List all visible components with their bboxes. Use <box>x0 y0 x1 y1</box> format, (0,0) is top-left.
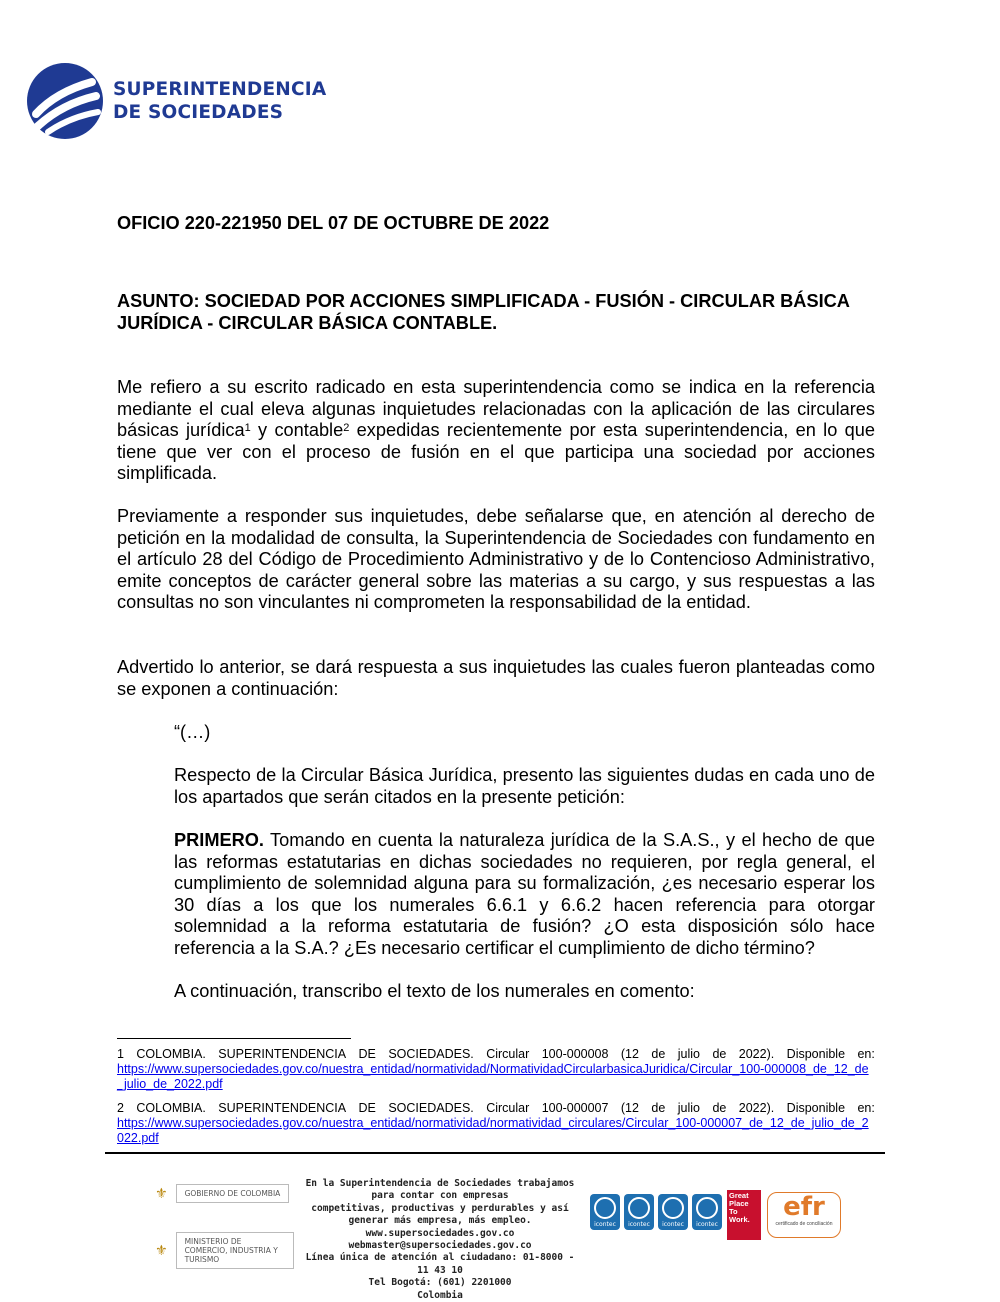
coat-of-arms-icon: ⚜ <box>155 1185 168 1202</box>
footnote-word: SUPERINTENDENCIA <box>218 1047 347 1061</box>
quote-primero <box>174 830 875 960</box>
primero-label: PRIMERO. <box>174 830 264 850</box>
quote-intro: Respecto de la Circular Básica Jurídica, presento las siguientes dudas en cada uno de los apartados que serán citados en la presente petición: <box>174 765 875 807</box>
footnote-1-citation <box>117 1047 875 1062</box>
footnote-number: 2 <box>117 1101 124 1115</box>
footnote-word: Disponible <box>786 1047 846 1061</box>
footnote-word: COLOMBIA. <box>136 1101 206 1115</box>
footnote-number: 1 <box>117 1047 124 1061</box>
footnote-word: SOCIEDADES. <box>388 1101 474 1115</box>
efr-logo: efr <box>783 1192 825 1222</box>
icontec-badge-icon: icontec <box>658 1194 688 1230</box>
para1-text-c: expedidas recientemente por esta superintendencia, en lo que tiene que ver con el proceso de fusión en el que participa una sociedad por acciones simplificada. <box>117 420 875 484</box>
footnote-word: DE <box>358 1101 376 1115</box>
footer-tel: Tel Bogotá: (601) 2201000 <box>368 1277 512 1289</box>
mincit-label: MINISTERIO DE COMERCIO, INDUSTRIA Y TURISMO <box>176 1232 294 1269</box>
paragraph-3 <box>117 657 875 700</box>
coat-of-arms-icon: ⚜ <box>155 1242 168 1259</box>
footnote-word: COLOMBIA. <box>136 1047 206 1061</box>
footnote-word: julio <box>677 1101 700 1115</box>
footnote-2-link[interactable]: https://www.supersociedades.gov.co/nuestra_entidad/normatividad/normatividad_circulares/Circular_100-000007_de_12_de_julio_de_2022.pdf <box>117 1116 869 1145</box>
document-title: OFICIO 220-221950 DEL 07 DE OCTUBRE DE 2022 <box>117 213 550 233</box>
footer-line: competitivas, productivas y perdurables y así generar más empresa, más empleo. <box>311 1202 569 1227</box>
mincit-logo <box>155 1232 294 1269</box>
footer-contact <box>300 1178 580 1302</box>
icontec-badge-icon: icontec <box>590 1194 620 1230</box>
footnote-1 <box>117 1047 875 1092</box>
footnote-word: Disponible <box>786 1101 846 1115</box>
footer-phone-line: Línea única de atención al ciudadano: 01-8000 - 11 43 10 <box>305 1252 575 1276</box>
paragraph-1 <box>117 377 875 485</box>
footnote-word: Circular <box>486 1101 530 1115</box>
footnote-word: de <box>712 1101 727 1115</box>
footnote-word: de <box>651 1047 666 1061</box>
footnote-word: en: <box>857 1101 875 1115</box>
para1-text-b: y contable <box>250 420 344 441</box>
icontec-badge-icon: icontec <box>624 1194 654 1230</box>
footer-country: Colombia <box>417 1289 463 1301</box>
gobierno-logo <box>155 1184 289 1203</box>
logo-wordmark <box>113 78 326 124</box>
footnote-word: 2022). <box>738 1101 775 1115</box>
footnote-word: SUPERINTENDENCIA <box>218 1101 347 1115</box>
efr-subtitle: certificado de conciliación <box>775 1221 833 1227</box>
footnote-word: DE <box>358 1047 376 1061</box>
footnote-1-link[interactable]: https://www.supersociedades.gov.co/nuestra_entidad/normatividad/NormatividadCircularbasicaJuridica/Circular_100-000008_de_12_de_julio_de_2022.pdf <box>117 1062 869 1091</box>
logo-line-1: SUPERINTENDENCIA <box>113 79 327 100</box>
footnote-ref-1[interactable]: 1 <box>244 422 251 435</box>
footer-line: En la Superintendencia de Sociedades trabajamos para contar con empresas <box>305 1178 575 1202</box>
document-subject: ASUNTO: SOCIEDAD POR ACCIONES SIMPLIFICADA - FUSIÓN - CIRCULAR BÁSICA JURÍDICA - CIRCULAR BÁSICA CONTABLE. <box>117 291 850 333</box>
footnote-separator <box>117 1038 351 1039</box>
gobierno-label: GOBIERNO DE COLOMBIA <box>176 1184 290 1203</box>
footnote-word: (12 <box>620 1101 639 1115</box>
footnote-word: 2022). <box>738 1047 775 1061</box>
footnote-word: Circular <box>486 1047 530 1061</box>
footnote-word: 100-000007 <box>541 1101 609 1115</box>
footnote-word: (12 <box>620 1047 639 1061</box>
footnote-word: en: <box>857 1047 875 1061</box>
footnote-word: de <box>651 1101 666 1115</box>
footer-email: webmaster@supersociedades.gov.co <box>348 1240 532 1252</box>
footnote-word: de <box>712 1047 727 1061</box>
footnote-ref-2[interactable]: 2 <box>343 422 350 435</box>
footer-website: www.supersociedades.gov.co <box>365 1227 515 1239</box>
efr-badge <box>767 1192 841 1238</box>
paragraph-2 <box>117 506 875 614</box>
footnote-2 <box>117 1101 875 1146</box>
primero-text: Tomando en cuenta la naturaleza jurídica de la S.A.S., y el hecho de que las reformas estatutarias en dichas sociedades no requieren, por regla general, el cumplimiento de solemnidad alguna para su formalización, ¿es necesario esperar los 30 días a los que los numerales 6.6.1 y 6.6.2 hacen referencia para otorgar solemnidad a la reforma estatutaria de fusión? ¿O esta disposición sólo hace referencia a la S.A.? ¿Es necesario certificar el cumplimiento de dicho término? <box>174 830 875 958</box>
para1-text-a: Me refiero a su escrito radicado en esta superintendencia como se indica en la referencia mediante el cual eleva algunas inquietudes relacionadas con la aplicación de las circulares básicas jurídica <box>117 377 875 441</box>
great-place-to-work-badge: Great Place To Work. <box>727 1190 761 1240</box>
logo-line-2: DE SOCIEDADES <box>113 102 284 123</box>
icontec-badge-icon: icontec <box>692 1194 722 1230</box>
footnote-2-citation <box>117 1101 875 1116</box>
footnote-word: 100-000008 <box>541 1047 609 1061</box>
quote-continuation: A continuación, transcribo el texto de los numerales en comento: <box>174 981 695 1001</box>
footnote-word: SOCIEDADES. <box>388 1047 474 1061</box>
footer-separator <box>105 1152 885 1154</box>
para3-text: Advertido lo anterior, se dará respuesta a sus inquietudes las cuales fueron planteadas como se exponen a continuación: <box>117 657 875 699</box>
footnote-word: julio <box>677 1047 700 1061</box>
para2-text: Previamente a responder sus inquietudes, debe señalarse que, en atención al derecho de petición en la modalidad de consulta, la Superintendencia de Sociedades con fundamento en el artículo 28 del Código de Procedimiento Administrativo y de lo Contencioso Administrativo, emite conceptos de carácter general sobre las materias a su cargo, y sus respuestas a las consultas no son vinculantes ni comprometen la responsabilidad de la entidad. <box>117 506 875 613</box>
quote-open: “(…) <box>174 722 211 742</box>
